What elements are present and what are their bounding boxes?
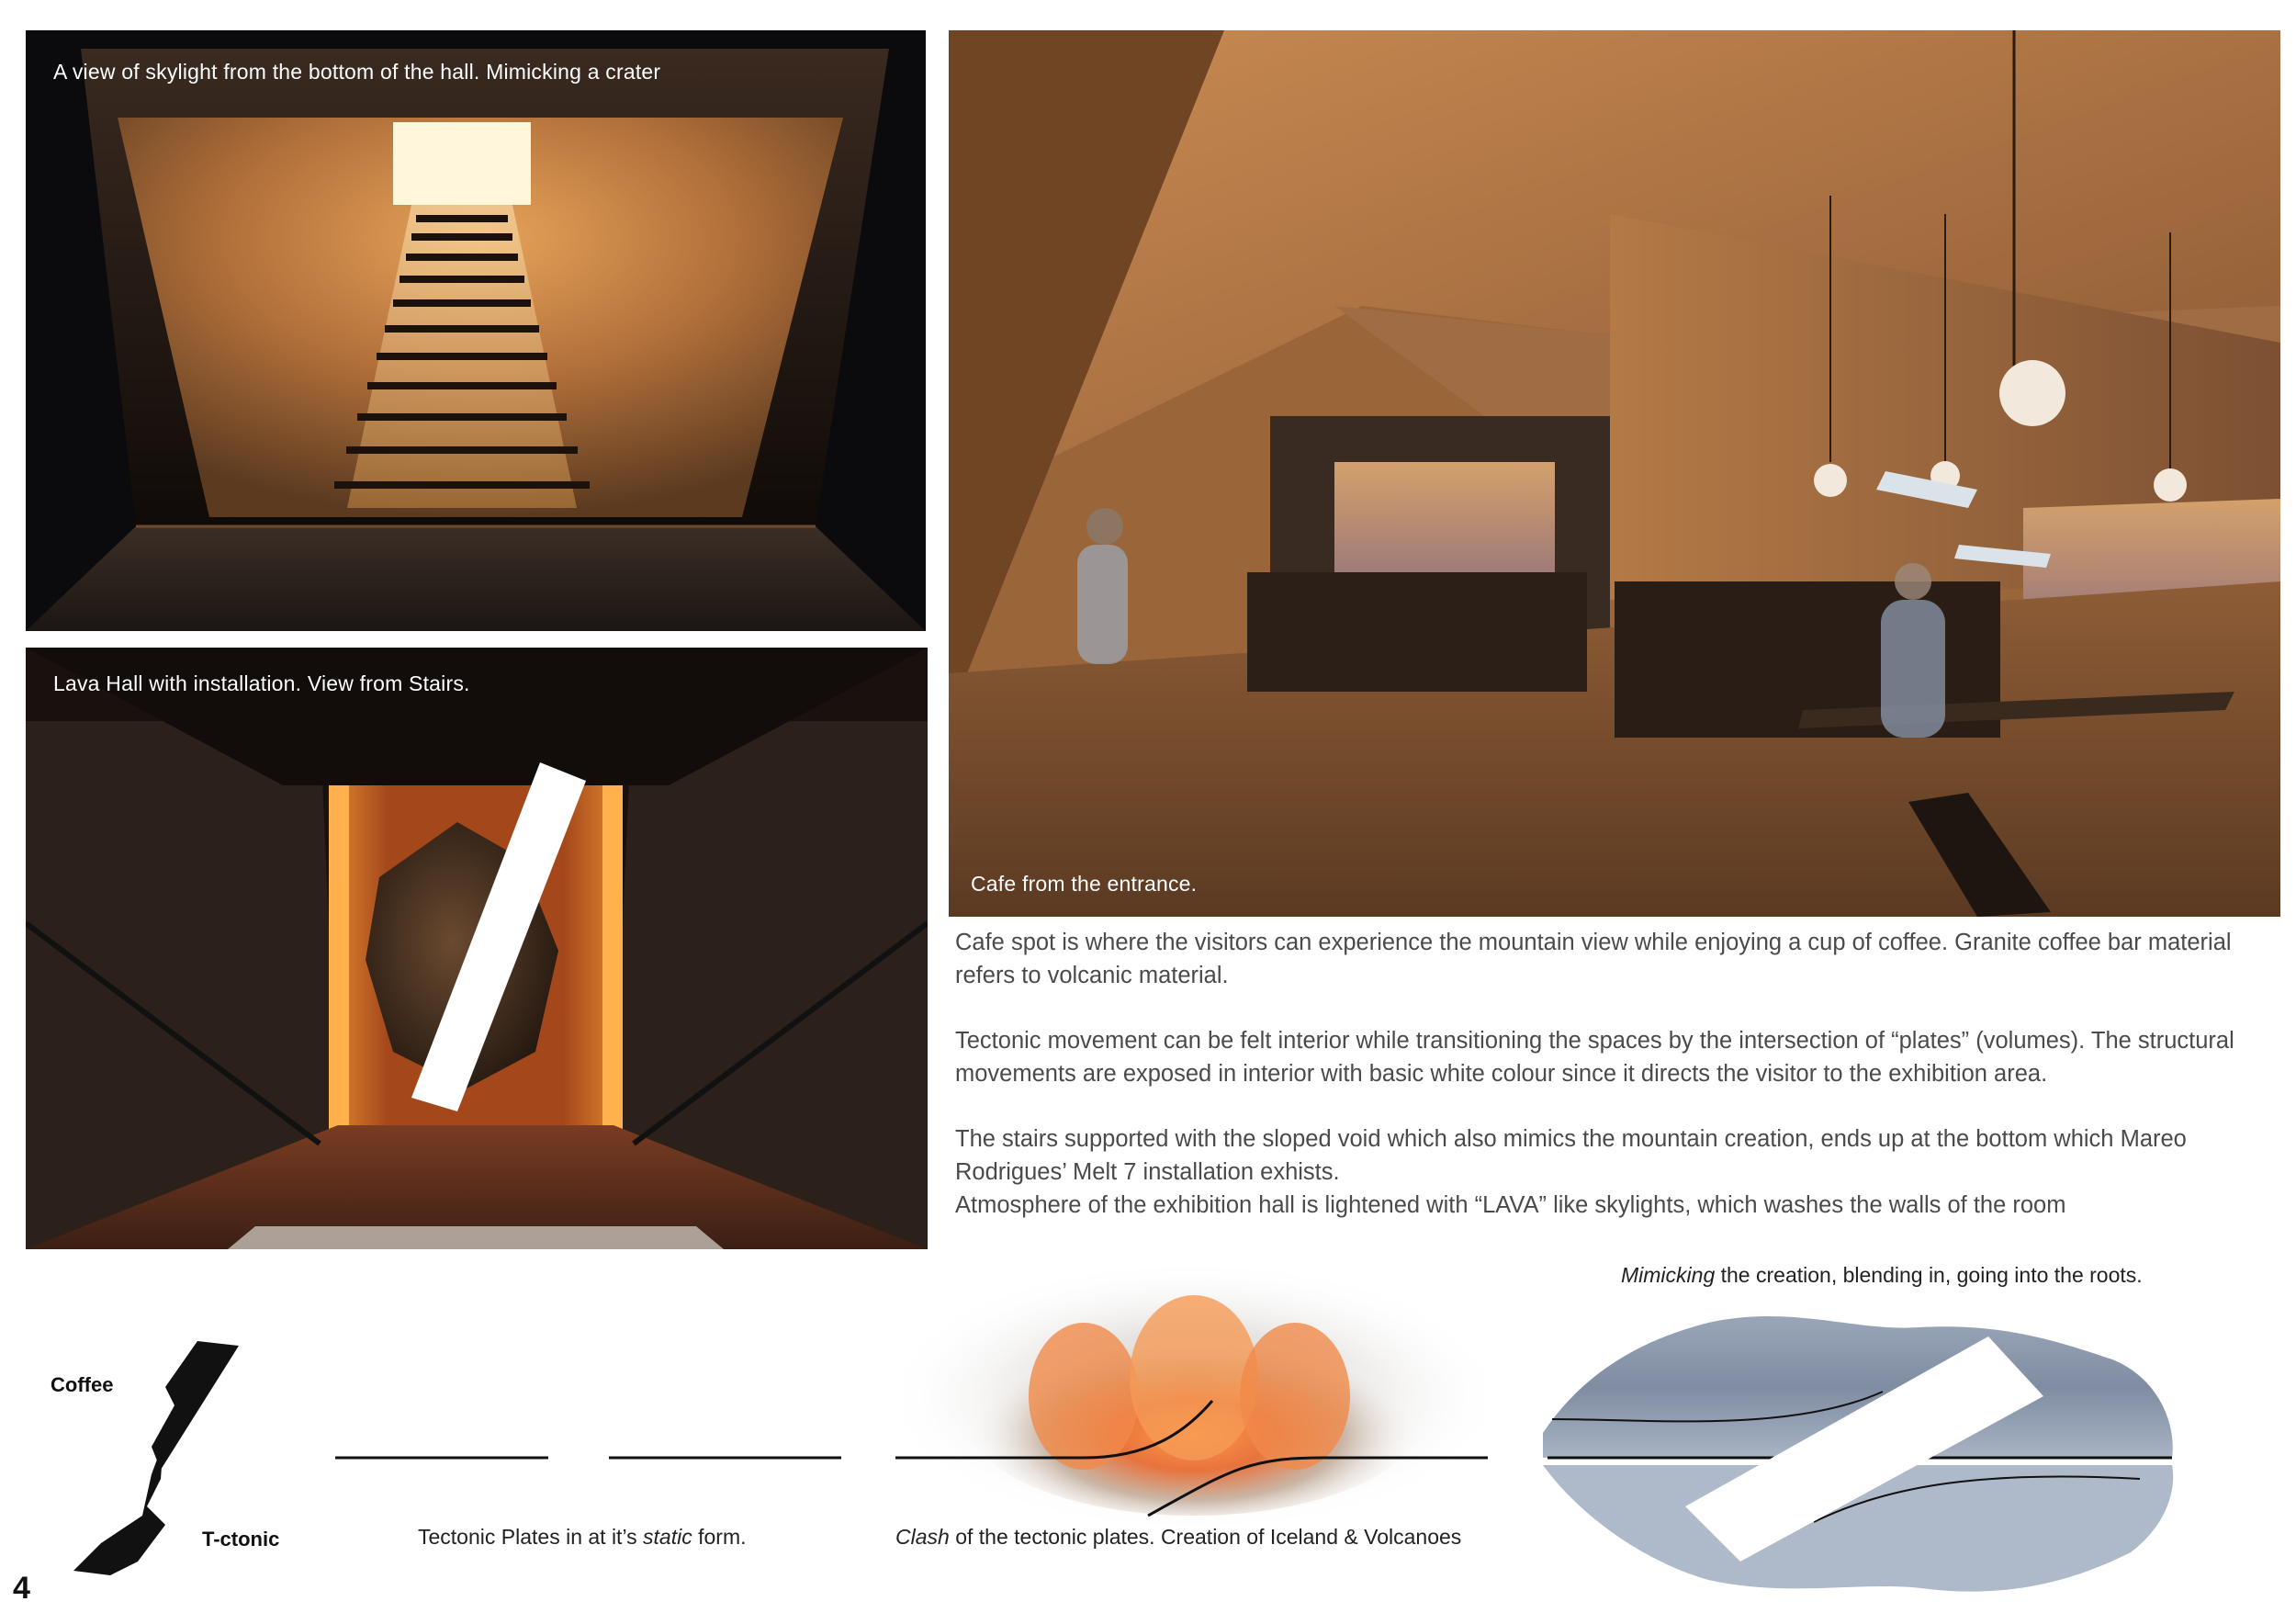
description-paragraph-atmosphere: Atmosphere of the exhibition hall is lightened with “LAVA” like skylights, which washes the walls of the room bbox=[955, 1192, 2066, 1218]
static-caption: Tectonic Plates in at it’s static form. bbox=[418, 1525, 747, 1549]
cafe-illustration bbox=[949, 30, 2280, 917]
skylight-illustration bbox=[26, 30, 926, 631]
description-block bbox=[955, 926, 2287, 1222]
tectonic-label: T-ctonic bbox=[202, 1528, 280, 1551]
skylight-render bbox=[26, 30, 926, 631]
volcano-eruption-image bbox=[882, 1258, 1506, 1534]
tectonic-diagrams bbox=[0, 1249, 2296, 1624]
description-paragraph-cafe: Cafe spot is where the visitors can experience the mountain view while enjoying a cup of coffee. Granite coffee bar material refers to volcanic material. bbox=[955, 930, 2232, 988]
mimic-caption: Mimicking the creation, blending in, going into the roots. bbox=[1621, 1263, 2143, 1287]
lava-hall-caption: Lava Hall with installation. View from Stairs. bbox=[53, 671, 470, 695]
cafe-render bbox=[949, 30, 2280, 917]
cafe-caption: Cafe from the entrance. bbox=[971, 872, 1198, 896]
lava-hall-illustration bbox=[26, 648, 928, 1249]
clash-caption: Clash of the tectonic plates. Creation of Iceland & Volcanoes bbox=[895, 1525, 1462, 1549]
page-number: 4 bbox=[13, 1571, 30, 1606]
description-paragraph-stairs: The stairs supported with the sloped void which also mimics the mountain creation, ends up at the bottom which Mareo Rodrigues’ Melt 7 installation exhists. bbox=[955, 1126, 2187, 1185]
skylight-caption: A view of skylight from the bottom of the hall. Mimicking a crater bbox=[53, 60, 661, 84]
coffee-label: Coffee bbox=[51, 1373, 114, 1396]
description-paragraph-tectonic: Tectonic movement can be felt interior while transitioning the spaces by the intersection of “plates” (volumes). The structural movements are exposed in interior with basic white colour since it directs the visitor to the exhibition area. bbox=[955, 1028, 2234, 1087]
lava-hall-render bbox=[26, 648, 928, 1249]
